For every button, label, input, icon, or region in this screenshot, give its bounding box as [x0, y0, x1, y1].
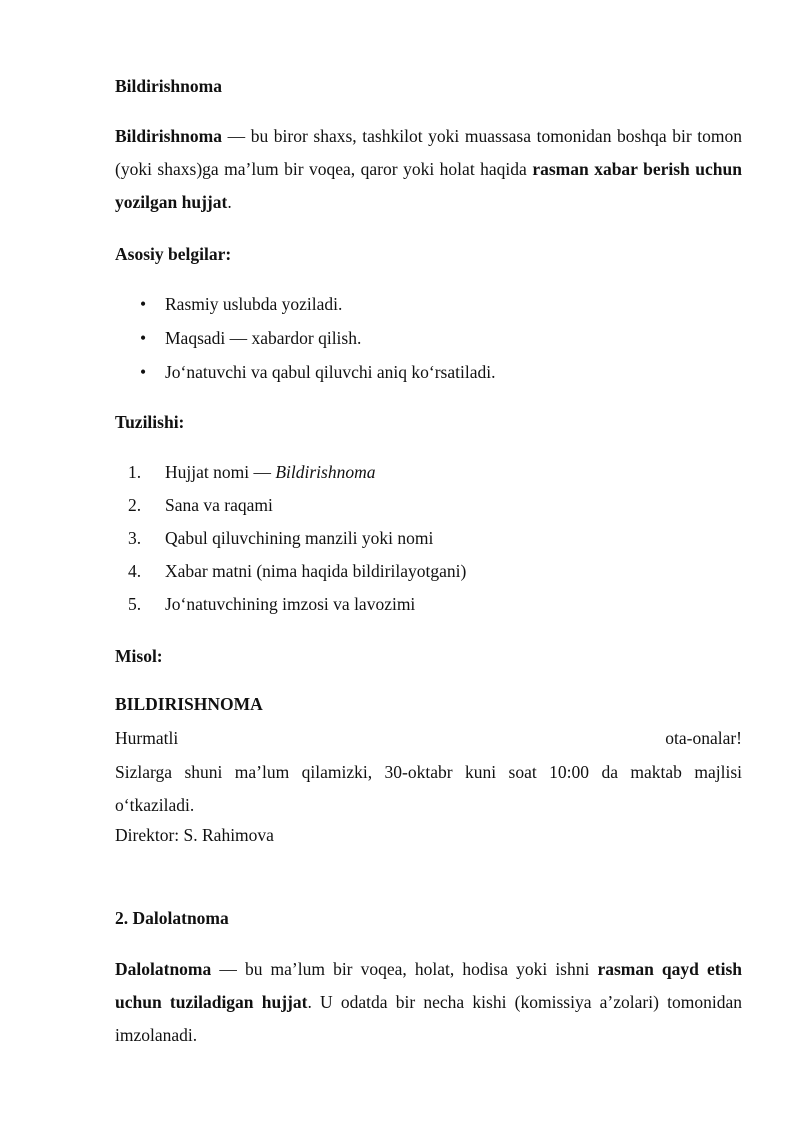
feature-item: Maqsadi — xabardor qilish.: [165, 328, 362, 348]
example-body: Sizlarga shuni ma’lum qilamizki, 30-oktabr kuni soat 10:00 da maktab majlisi o‘tkaziladi.: [115, 762, 742, 815]
definition-text: — bu biror shaxs, tashkilot yoki muassasa tomonidan boshqa bir tomon (yoki shaxs)ga ma’lum bir voqea, qaror yoki holat haqida: [115, 126, 742, 179]
structure-item: Xabar matni (nima haqida bildirilayotgani): [165, 561, 467, 581]
section2-definition: [115, 953, 742, 1052]
list-number: 5.: [128, 594, 142, 614]
feature-item: Jo‘natuvchi va qabul qiluvchi aniq ko‘rsatiladi.: [165, 362, 496, 382]
structure-heading: Tuzilishi:: [115, 412, 185, 432]
example-greeting: [115, 728, 742, 749]
example-signature: Direktor: S. Rahimova: [115, 825, 274, 845]
feature-item: Rasmiy uslubda yoziladi.: [165, 294, 343, 314]
structure-item: Jo‘natuvchining imzosi va lavozimi: [165, 594, 416, 614]
section-title: Bildirishnoma: [115, 76, 222, 96]
definition-term: Bildirishnoma: [115, 126, 222, 146]
section2-term: Dalolatnoma: [115, 959, 212, 979]
structure-item: Hujjat nomi — Bildirishnoma: [165, 462, 376, 482]
structure-item: Qabul qiluvchining manzili yoki nomi: [165, 528, 434, 548]
features-heading: Asosiy belgilar:: [115, 244, 232, 264]
section2-emphasis: rasman qayd etish uchun tuziladigan hujjat: [115, 959, 742, 1012]
list-number: 2.: [128, 495, 142, 515]
list-number: 4.: [128, 561, 142, 581]
definition-end: .: [227, 192, 232, 212]
section2-text: — bu ma’lum bir voqea, holat, hodisa yoki ishni: [211, 959, 598, 979]
bullet-icon: •: [140, 328, 147, 348]
list-number: 1.: [128, 462, 142, 482]
section2-end: . U odatda bir necha kishi (komissiya a’zolari) tomonidan imzolanadi.: [115, 992, 742, 1045]
definition-emphasis: rasman xabar berish uchun yozilgan hujjat: [115, 159, 742, 212]
greeting-left: Hurmatli: [115, 728, 179, 748]
section2-title: 2. Dalolatnoma: [115, 908, 229, 928]
example-title: BILDIRISHNOMA: [115, 694, 263, 714]
list-number: 3.: [128, 528, 142, 548]
structure-item: Sana va raqami: [165, 495, 273, 515]
bullet-icon: •: [140, 362, 147, 382]
structure-item-emphasis: Bildirishnoma: [275, 462, 376, 482]
definition-paragraph: [115, 120, 742, 219]
example-heading: Misol:: [115, 646, 163, 666]
bullet-icon: •: [140, 294, 147, 314]
greeting-right: ota-onalar!: [665, 728, 742, 748]
